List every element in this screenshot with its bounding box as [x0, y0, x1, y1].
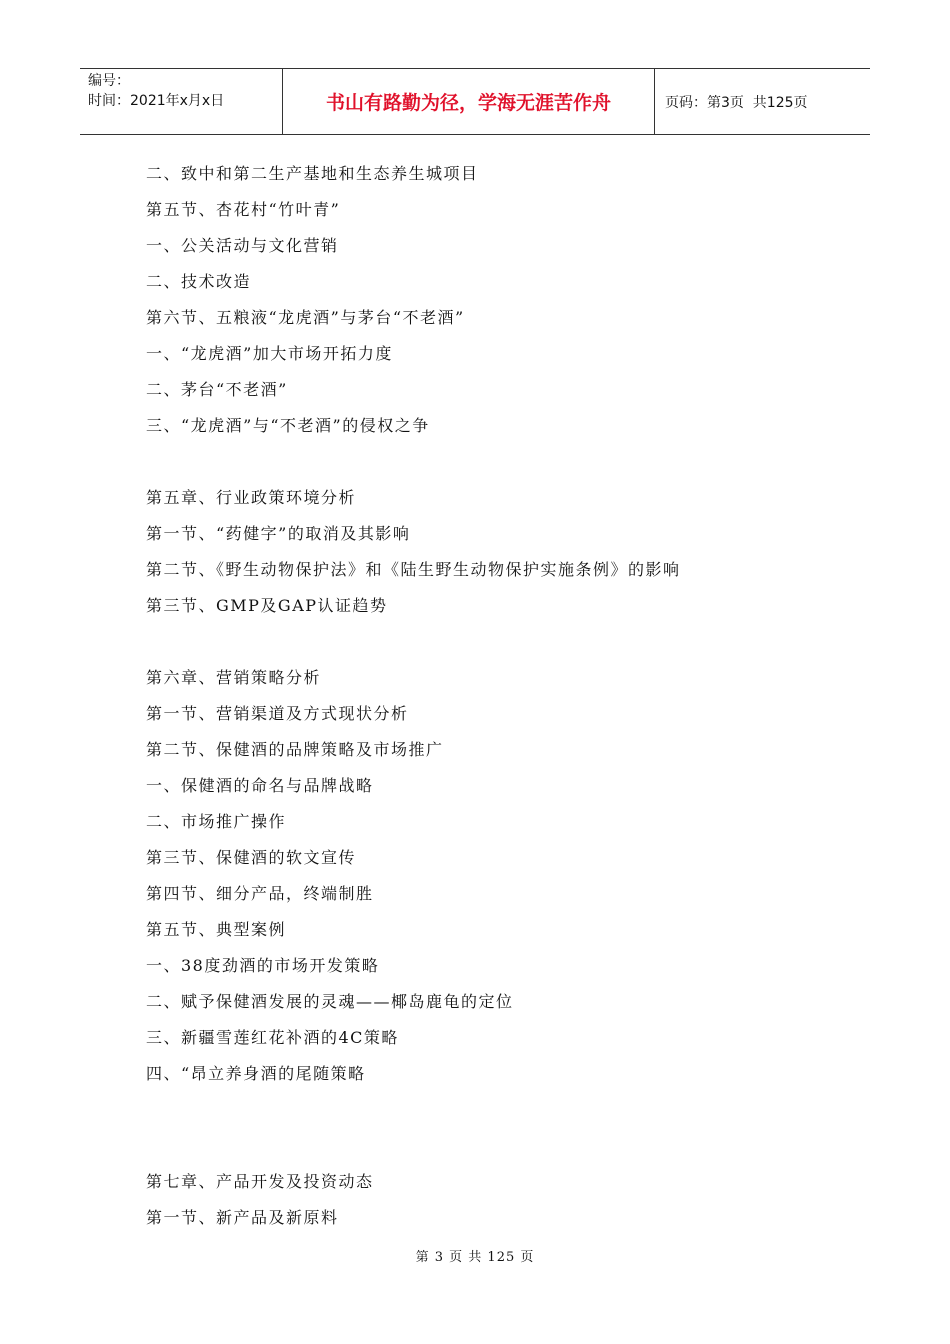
time-label: 时间：2021年x月x日 — [88, 93, 225, 109]
toc-line: 第五节、杏花村“竹叶青” — [146, 200, 341, 219]
header-meta — [80, 69, 283, 134]
toc-line: 三、“龙虎酒”与“不老酒”的侵权之争 — [146, 416, 430, 435]
toc-line: 二、致中和第二生产基地和生态养生城项目 — [146, 164, 479, 183]
toc-group-2 — [146, 480, 846, 624]
toc-line: 二、茅台“不老酒” — [146, 380, 288, 399]
toc-group-3 — [146, 660, 846, 1092]
spacer — [146, 444, 846, 480]
header-motto: 书山有路勤为径，学海无涯苦作舟 — [283, 69, 655, 134]
toc-line: 第五章、行业政策环境分析 — [146, 488, 357, 507]
header-page-info — [655, 69, 870, 134]
toc-line: 第二节、保健酒的品牌策略及市场推广 — [146, 740, 444, 759]
table-of-contents — [146, 156, 846, 1236]
page-info-text: 页码：第3页 共125页 — [665, 94, 808, 111]
toc-line: 第六节、五粮液“龙虎酒”与茅台“不老酒” — [146, 308, 465, 327]
toc-line: 三、新疆雪莲红花补酒的4C策略 — [146, 1028, 399, 1047]
toc-line: 一、公关活动与文化营销 — [146, 236, 339, 255]
toc-line: 第二节、《野生动物保护法》和《陆生野生动物保护实施条例》的影响 — [146, 560, 681, 579]
toc-line: 二、市场推广操作 — [146, 812, 287, 831]
toc-line: 第七章、产品开发及投资动态 — [146, 1172, 374, 1191]
toc-line: 第一节、新产品及新原料 — [146, 1208, 339, 1227]
toc-line: 四、“昂立养身酒的尾随策略 — [146, 1064, 366, 1083]
page-footer: 第 3 页 共 125 页 — [415, 1250, 535, 1265]
toc-line: 第一节、营销渠道及方式现状分析 — [146, 704, 409, 723]
toc-line: 二、技术改造 — [146, 272, 252, 291]
toc-line: 第三节、保健酒的软文宣传 — [146, 848, 357, 867]
toc-line: 一、“龙虎酒”加大市场开拓力度 — [146, 344, 393, 363]
toc-line: 一、保健酒的命名与品牌战略 — [146, 776, 374, 795]
toc-line: 二、赋予保健酒发展的灵魂——椰岛鹿龟的定位 — [146, 992, 514, 1011]
page-header — [80, 68, 870, 135]
toc-line: 第六章、营销策略分析 — [146, 668, 322, 687]
toc-line: 一、38度劲酒的市场开发策略 — [146, 956, 380, 975]
toc-line: 第五节、典型案例 — [146, 920, 287, 939]
toc-group-4 — [146, 1164, 846, 1236]
toc-line: 第四节、细分产品，终端制胜 — [146, 884, 374, 903]
toc-group-1 — [146, 156, 846, 444]
number-label: 编号： — [88, 73, 130, 89]
toc-line: 第三节、GMP及GAP认证趋势 — [146, 596, 388, 615]
spacer — [146, 624, 846, 660]
spacer — [146, 1092, 846, 1164]
toc-line: 第一节、“药健字”的取消及其影响 — [146, 524, 411, 543]
